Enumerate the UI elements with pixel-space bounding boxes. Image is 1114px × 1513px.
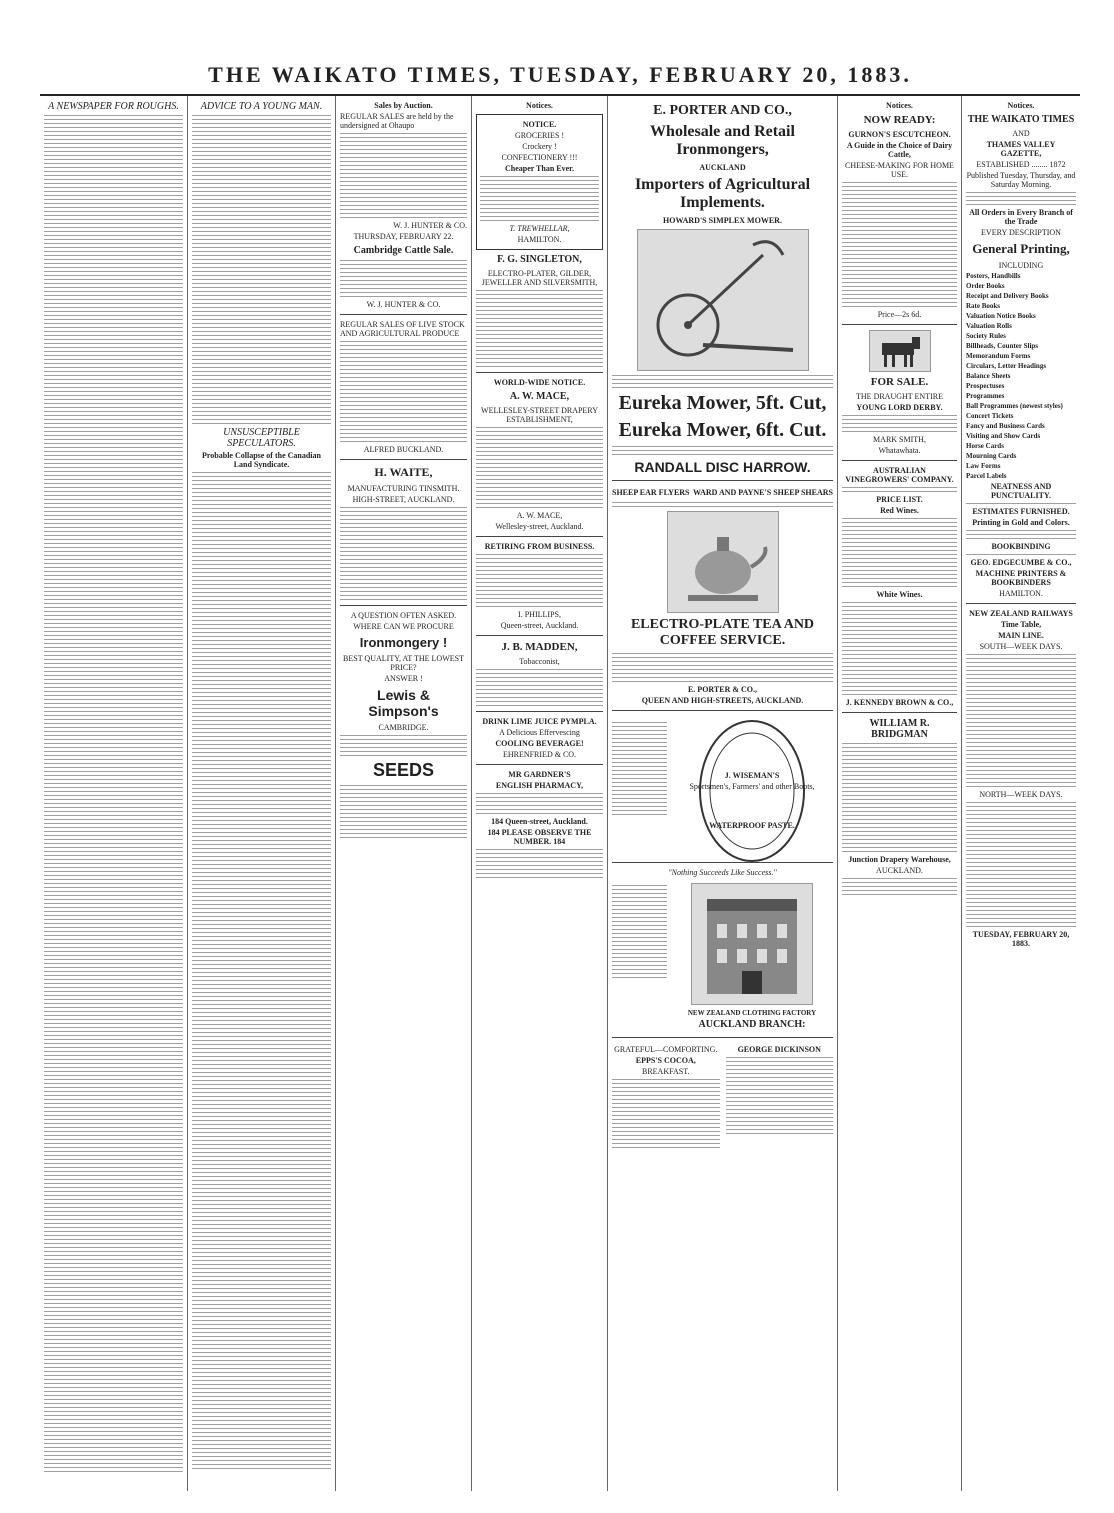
ad-signature: W. J. HUNTER & CO. [393,221,467,230]
ad-line: BOOKBINDING [991,542,1051,551]
ad-product: RANDALL DISC HARROW. [634,459,811,475]
ad-line: Sportsmen's, Farmers' and other Boots, [689,782,815,791]
ad-text-lines [966,530,1076,539]
ad-line: Junction Drapery Warehouse, [848,855,951,864]
ad-line: AUCKLAND. [876,866,923,875]
ad-text-lines [726,1057,834,1134]
ad-signature: GEO. EDGECUMBE & CO., [970,558,1072,567]
printing-service-item: Rate Books [966,302,1001,310]
ad-text-lines [612,1079,720,1148]
ad-line: Published Tuesday, Thursday, and Saturday Morning. [966,171,1076,189]
ad-line: AND [1012,129,1030,138]
ad-line: Importers of Agricultural Implements. [634,176,811,211]
ad-line: Wellesley-street, Auckland. [495,522,584,531]
ad-firm: NEW ZEALAND CLOTHING FACTORY [687,1009,817,1017]
ad-line: NORTH—WEEK DAYS. [979,790,1063,799]
ad-line: GURNON'S ESCUTCHEON. [848,130,951,139]
ad-line: HAMILTON. [999,589,1043,598]
ad-line: GROCERIES ! [514,131,565,140]
ad-firm: J. B. MADDEN, [501,641,578,653]
ad-text-lines [966,192,1076,205]
ad-text-lines [966,503,1076,504]
timetable-rows [966,654,1076,787]
ad-line: White Wines. [876,590,923,599]
printing-service-item: Visiting and Show Cards [966,432,1041,440]
ad-signature: A. W. MACE, [516,511,563,520]
printing-service-item: Parcel Labels [966,472,1007,480]
ad-line: WELLESLEY-STREET DRAPERY ESTABLISHMENT, [481,406,598,424]
ad-line: 184 Queen-street, Auckland. [491,817,588,826]
ad-line: PRICE LIST. [876,495,923,504]
ad-line: INCLUDING [998,261,1044,270]
article-text [192,115,331,424]
ad-title: NOTICE. [522,120,557,129]
ad-date: THURSDAY, FEBRUARY 22. [353,232,454,241]
ad-line: Time Table, [1000,620,1042,629]
ad-address: HIGH-STREET, AUCKLAND. [352,495,455,504]
printing-service-item: Valuation Notice Books [966,312,1036,320]
ad-firm: J. WISEMAN'S [724,771,780,780]
ad-title: MR GARDNER'S [508,770,571,779]
ad-signature: J. KENNEDY BROWN & CO., [845,698,954,707]
ad-text-lines [842,182,957,307]
printing-service-item: Horse Cards [966,442,1004,450]
printing-service-item: Billheads, Counter Slips [966,342,1039,350]
ad-text-lines [340,785,467,838]
ad-line: WHERE CAN WE PROCURE [353,622,454,631]
ad-text-lines [842,487,957,492]
notice-box [476,114,603,250]
ad-text-lines [340,735,467,756]
mower-illustration [637,229,809,371]
ad-address: QUEEN AND HIGH-STREETS, AUCKLAND. [641,696,804,705]
section-heading: Notices. [526,101,553,110]
ad-title: General Printing, [972,241,1070,256]
article-heading: ADVICE TO A YOUNG MAN. [200,101,323,112]
ad-product: Eureka Mower, 6ft. Cut. [618,419,827,441]
ad-line: Red Wines. [880,506,919,515]
ad-line: Tobacconist, [519,657,560,666]
horse-illustration [869,330,931,372]
clothing-factory-illustration [691,883,813,1005]
timetable-rows [966,802,1076,927]
ad-text-lines [340,133,467,218]
ad-text-lines [476,849,603,878]
ad-line: Printing in Gold and Colors. [972,518,1070,527]
ad-title: RETIRING FROM BUSINESS. [484,542,595,551]
ad-signature: I. PHILLIPS, [518,610,561,619]
mower-icon [643,235,803,365]
ad-firm: EPPS'S COCOA, [635,1056,696,1065]
ad-text-lines [612,719,667,829]
ad-text: REGULAR SALES are held by the undersigned at Ohaupo [340,112,454,130]
ad-text-lines [480,176,599,221]
ad-text-lines [612,882,667,1029]
ad-title: NOW READY: [863,114,936,126]
ad-text-lines [612,375,833,388]
ad-text-lines [842,602,957,695]
ad-signature: ALFRED BUCKLAND. [363,445,444,454]
section-heading: Notices. [1007,101,1035,110]
ad-firm: WILLIAM R. BRIDGMAN [869,718,930,740]
ad-title: WORLD-WIDE NOTICE. [493,378,586,387]
printing-service-item: Mourning Cards [966,452,1017,460]
ad-line: ESTABLISHED ........ 1872 [976,160,1066,169]
printing-service-item: Valuation Rolls [966,322,1012,330]
printing-service-item: Concert Tickets [966,412,1014,420]
ad-line: THE DRAUGHT ENTIRE [856,392,943,401]
article-subheading: Probable Collapse of the Canadian Land Syndicate. [202,451,321,469]
ad-line: GRATEFUL—COMFORTING. [614,1045,718,1054]
newspaper-title: THE WAIKATO TIMES, TUESDAY, FEBRUARY 20, 1883. [208,62,912,87]
column-4 [472,96,608,1491]
ad-line: Whatawhata. [878,446,921,455]
article-heading: UNSUSCEPTIBLE SPECULATORS. [223,427,300,449]
horse-icon [872,333,928,369]
ad-line: A QUESTION OFTEN ASKED. [350,611,457,620]
paste-seal-icon [697,716,807,866]
teapot-icon [673,517,773,607]
column-2 [188,96,336,1491]
ad-line: ANSWER ! [384,674,423,683]
printing-service-item: Receipt and Delivery Books [966,292,1049,300]
printing-service-item: Fancy and Business Cards [966,422,1045,430]
ad-product: SHEEP EAR FLYERS [612,488,690,497]
ad-line: Crockery ! [522,142,557,151]
printing-service-item: Law Forms [966,462,1001,470]
ad-line: AUCKLAND BRANCH: [698,1019,806,1030]
printing-service-item: Posters, Handbills [966,272,1021,280]
ad-text-lines [842,518,957,587]
ad-heading: Cambridge Cattle Sale. [353,245,454,256]
ad-product: WATERPROOF PASTE. [709,821,795,830]
ad-line: A Guide in the Choice of Dairy Cattle, [846,141,953,159]
ad-line: CAMBRIDGE. [378,723,429,732]
ad-text-lines [842,743,957,852]
ad-line: COOLING BEVERAGE! [495,739,584,748]
ad-line: HAMILTON. [517,235,562,244]
ad-title: Ironmongery ! [359,635,448,650]
ad-text-lines [612,653,833,682]
ad-firm: GEORGE DICKINSON [737,1045,821,1054]
ad-text-lines [842,878,957,895]
printing-service-item: Prospectuses [966,382,1005,390]
column-5 [608,96,838,1491]
ad-title: NEW ZEALAND RAILWAYS [969,609,1073,618]
ad-line: Wholesale and Retail Ironmongers, [650,123,795,158]
ad-line: YOUNG LORD DERBY. [856,403,943,412]
ad-line: ESTIMATES FURNISHED. [972,507,1070,516]
printing-service-item: Programmes [966,392,1005,400]
ad-text-lines [476,793,603,814]
ad-firm: Lewis & Simpson's [368,687,439,719]
ad-title: DRINK LIME JUICE PYMPLA. [482,717,597,726]
building-icon [697,889,807,999]
column-1 [40,96,188,1491]
ad-product: WARD AND PAYNE'S SHEEP SHEARS [692,488,833,497]
article-text [192,472,331,1469]
ad-line: CONFECTIONERY !!! [501,153,578,162]
ad-signature: E. PORTER & CO., [687,685,758,694]
waterproof-paste-ad [671,716,833,832]
ad-product: ELECTRO-PLATE TEA AND COFFEE SERVICE. [630,617,815,648]
ad-line: CHEESE-MAKING FOR HOME USE. [845,161,954,179]
ad-line: EVERY DESCRIPTION [981,228,1061,237]
ad-text-lines [476,554,603,607]
column-6 [838,96,962,1491]
ad-text: REGULAR SALES OF LIVE STOCK AND AGRICULTURAL PRODUCE [340,320,465,338]
ad-text-lines [476,290,603,367]
ad-text-lines [612,446,833,455]
ad-line: THAMES VALLEY GAZETTE, [986,140,1056,158]
ad-text-lines [340,507,467,600]
printing-service-item: Circulars, Letter Headings [966,362,1047,370]
article-heading: A NEWSPAPER FOR ROUGHS. [48,101,179,112]
ad-line: Cheaper Than Ever. [505,164,574,173]
ad-line: MAIN LINE. [998,631,1044,640]
ad-text-lines [476,427,603,508]
ad-text-lines [966,554,1076,555]
footer-date: TUESDAY, FEBRUARY 20, 1883. [972,930,1070,948]
ad-line: HOWARD'S SIMPLEX MOWER. [663,216,782,225]
ad-price: Price—2s 6d. [877,310,922,319]
ad-line: NEATNESS AND PUNCTUALITY. [990,482,1052,500]
column-3 [336,96,472,1491]
ad-line: ENGLISH PHARMACY, [495,781,584,790]
ad-line: A Delicious Effervescing [499,728,580,737]
ad-firm: A. W. MACE, [509,391,570,402]
ad-title: FOR SALE. [870,376,929,388]
printing-service-item: Memorandum Forms [966,352,1031,360]
column-7 [962,96,1080,1491]
ad-signature: MARK SMITH, [873,435,926,444]
printing-service-item: Balance Sheets [966,372,1011,380]
ad-text-lines [340,341,467,442]
ad-firm: AUSTRALIAN VINEGROWERS' COMPANY. [845,466,954,484]
ad-firm: E. PORTER AND CO., [653,103,792,118]
ad-line: ELECTRO-PLATER, GILDER, JEWELLER AND SILVERSMITH, [481,269,598,287]
ad-firm: F. G. SINGLETON, [497,254,582,265]
ad-line: 184 PLEASE OBSERVE THE NUMBER. 184 [487,828,592,846]
ad-signature: W. J. HUNTER & CO. [366,300,441,309]
ad-line: All Orders in Every Branch of the Trade [969,208,1073,226]
printing-service-item: Society Rules [966,332,1006,340]
ad-slogan: "Nothing Succeeds Like Success." [668,868,777,877]
ad-title: SEEDS [372,760,435,780]
article-text [44,115,183,1472]
printing-services-list [966,272,1076,480]
ad-line: Queen-street, Auckland. [500,621,579,630]
masthead [40,60,1080,96]
section-heading: Notices. [886,101,913,110]
section-heading: Sales by Auction. [374,101,433,110]
tea-service-illustration [667,511,779,613]
ad-line: EHRENFRIED & CO. [502,750,577,759]
printing-service-item: Ball Programmes (newest styles) [966,402,1063,410]
ad-text-lines [340,260,467,297]
ad-line: BEST QUALITY, AT THE LOWEST PRICE? [343,654,464,672]
ad-text-lines [612,502,833,507]
ad-title: THE WAIKATO TIMES [967,114,1075,125]
printing-service-item: Order Books [966,282,1005,290]
ad-firm: H. WAITE, [374,465,433,479]
ad-signature: T. TREWHELLAR, [509,224,570,233]
ad-trade: MANUFACTURING TINSMITH. [347,484,460,493]
ad-line: AUCKLAND [699,163,746,172]
ad-line: MACHINE PRINTERS & BOOKBINDERS [975,569,1067,587]
ad-line: BREAKFAST. [642,1067,690,1076]
ad-text-lines [476,669,603,706]
ad-line: SOUTH—WEEK DAYS. [979,642,1063,651]
ad-product: Eureka Mower, 5ft. Cut, [618,392,827,414]
ad-text-lines [842,415,957,432]
